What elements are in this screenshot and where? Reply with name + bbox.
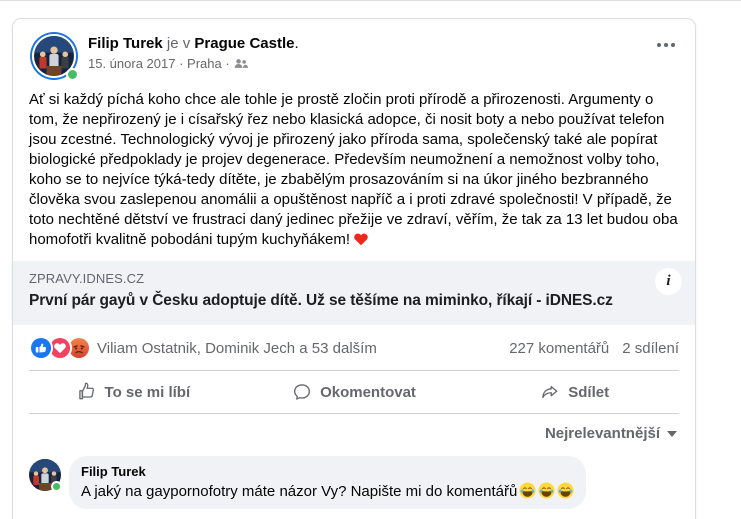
like-button[interactable] (23, 375, 244, 409)
comment-online-status-dot (51, 481, 62, 492)
author-avatar[interactable] (29, 31, 79, 81)
comments-count[interactable]: 227 komentářů (509, 339, 610, 357)
link-preview[interactable] (13, 261, 695, 325)
comment-text-content: A jaký na gaypornofotry máte názor Vy? Napište mi do komentářů (81, 483, 518, 500)
author-name-link[interactable]: Filip Turek (88, 35, 163, 52)
page-top-divider (0, 0, 741, 1)
post-byline (88, 31, 653, 53)
comment-button-label: Okomentovat (320, 383, 416, 401)
link-title[interactable]: První pár gayů v Česku adoptuje dítě. Už se těšíme na miminko, říkají - iDNES.cz (29, 292, 613, 309)
comment (13, 449, 695, 509)
link-domain: ZPRAVY.IDNES.CZ (29, 271, 145, 286)
more-options-icon[interactable] (653, 31, 679, 59)
shares-count[interactable]: 2 sdílení (622, 339, 679, 357)
like-button-label: To se mi líbí (104, 383, 191, 401)
action-bar (13, 371, 695, 413)
post-card (12, 18, 696, 519)
share-button-label: Sdílet (568, 383, 610, 401)
location-link[interactable]: Prague Castle (194, 35, 295, 52)
online-status-dot (66, 68, 79, 81)
share-arrow-icon (540, 382, 560, 402)
engagement-counts (509, 340, 679, 357)
post-text-content: Ať si každý píchá koho chce ale tohle je prostě zločin proti přírodě a přirozenosti. Argumenty o tom, že nepřirozený je i císařský řez nebo klasická adopce, či nosit boty a nebo používat telefon jsou zcestné. Technologický vývoj je přirozený jako příroda sama, společenský také ale popírat biologické předpoklady je projev degenerace. Především neumožnení a nemožnost volby toho, koho se to nejvíce týká-tedy dítěte, je zbabělým prosazováním si na úkor jiného bezbranného člověka svou zaslepenou anomálii a opuštěnost napříč a i proti zdravé společnosti! V případě, že toto nechtěné dětství ve frustraci daný jedinec přežije ve zdraví, věřím, že tak za 13 let budou oba homofotři kvalitně pobodáni tupým kuchyňákem! (29, 91, 678, 248)
comment-bubble-icon (292, 382, 312, 402)
red-heart-emoji (353, 231, 369, 252)
joy-emoji (538, 482, 555, 499)
joy-emoji (557, 482, 574, 499)
comment-sort-dropdown[interactable] (545, 425, 677, 442)
friends-audience-icon (234, 58, 248, 69)
joy-emoji (519, 482, 536, 499)
comment-sort-row (13, 414, 695, 449)
info-icon[interactable]: i (655, 268, 682, 295)
chevron-down-icon (667, 431, 677, 437)
post-timestamp[interactable]: 15. února 2017 · Praha · (88, 56, 230, 71)
post-text (13, 81, 695, 252)
reaction-icons (29, 336, 91, 360)
comment-button[interactable] (244, 375, 465, 409)
byline-period: . (294, 35, 299, 52)
byline-connector: je v (162, 35, 195, 52)
share-button[interactable] (464, 375, 685, 409)
like-reaction-icon[interactable] (29, 336, 53, 360)
thumbs-up-icon (77, 382, 97, 402)
post-header-text (88, 31, 653, 72)
engagement-row (13, 325, 695, 370)
reactors-summary[interactable]: Viliam Ostatnik, Dominik Jech a 53 dalším (97, 339, 377, 357)
post-header (13, 19, 695, 81)
comment-author-name[interactable]: Filip Turek (81, 464, 146, 479)
comment-sort-label: Nejrelevantnější (544, 425, 660, 442)
comment-author-avatar[interactable] (29, 459, 61, 491)
post-meta-line (88, 55, 653, 72)
comment-bubble[interactable] (69, 456, 586, 509)
